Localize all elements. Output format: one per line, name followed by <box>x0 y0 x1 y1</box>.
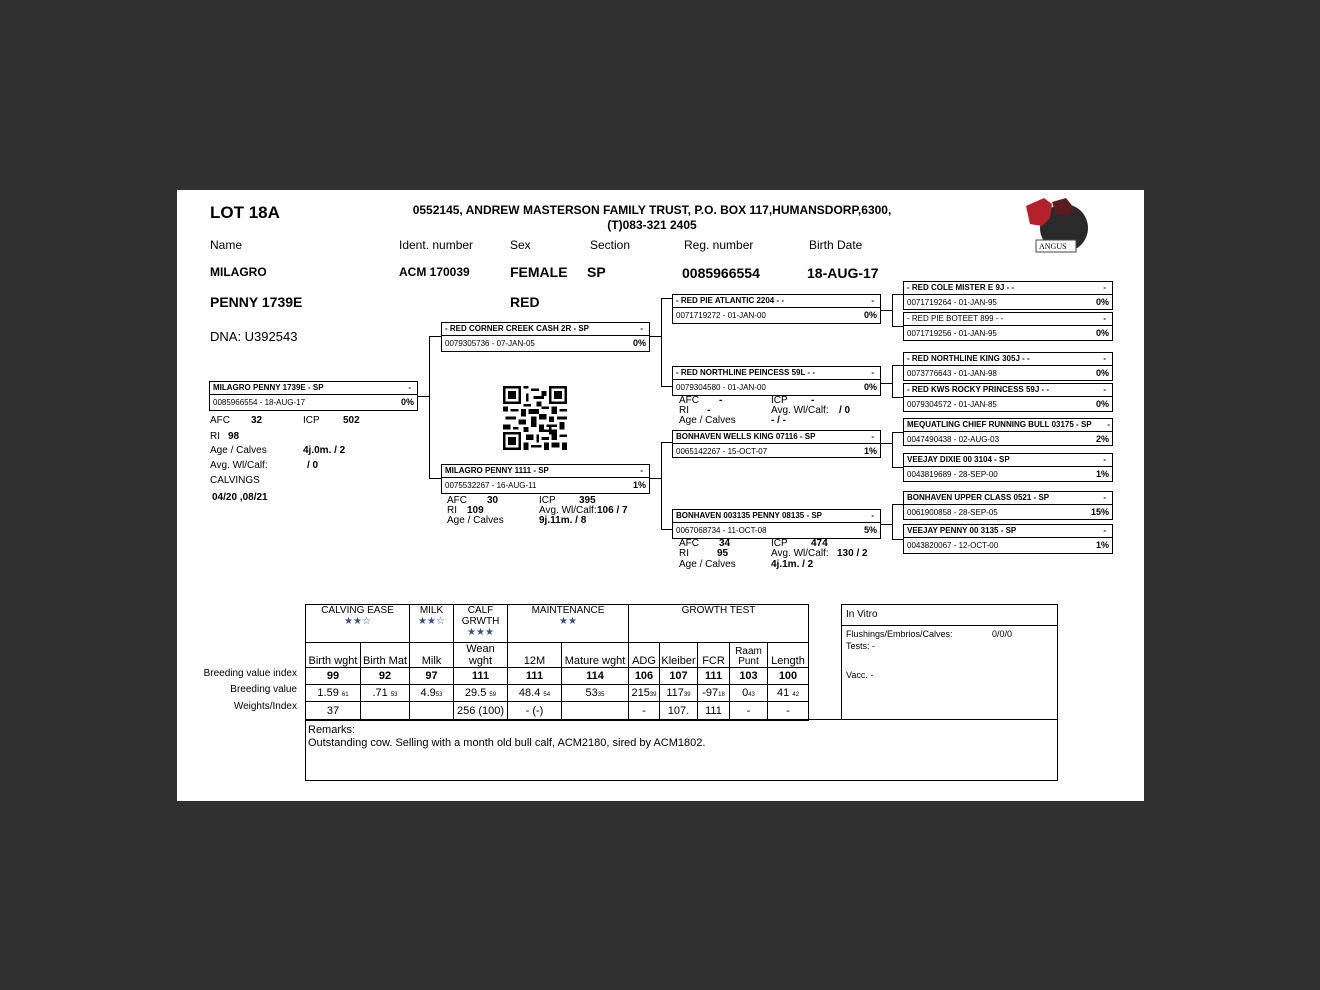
connector <box>892 365 903 366</box>
bv-accuracy: 18 <box>718 692 725 698</box>
gp-dash: - <box>871 432 874 441</box>
header-section: Section <box>590 238 631 252</box>
ggp-title: VEEJAY PENNY 00 3135 - SP <box>907 526 1017 535</box>
connector <box>429 336 430 478</box>
gp-box-3 <box>672 430 881 458</box>
row-label-weights: Weights/Index <box>233 701 297 712</box>
gp4-icp-label: ICP <box>771 538 788 549</box>
index-cell: 111 <box>508 668 562 685</box>
group-maintenance <box>508 605 629 643</box>
connector <box>892 467 903 468</box>
group-calving-ease <box>306 605 410 643</box>
index-cell: 100 <box>768 668 809 685</box>
ggp-title: BONHAVEN UPPER CLASS 0521 - SP <box>907 493 1050 502</box>
connector <box>650 336 661 337</box>
bv-accuracy: 61 <box>341 692 349 698</box>
gp4-afc: 34 <box>719 538 731 549</box>
ggp-pct: 0% <box>1095 399 1109 409</box>
gp-pct: 1% <box>863 446 877 456</box>
connector <box>892 397 903 398</box>
subject-avg-label: Avg. Wl/Calf: <box>210 460 268 471</box>
ggp-box-6 <box>903 453 1113 482</box>
ggp-dash: - <box>1103 455 1106 464</box>
gp-meta: 0067068734 - 11-OCT-08 <box>676 526 767 535</box>
subject-afc-label: AFC <box>210 415 230 426</box>
weight-cell: - <box>768 702 809 721</box>
remarks-box <box>305 719 1058 781</box>
group-label: CALVING EASE <box>321 605 394 616</box>
breeder-line-2: (T)083-321 2405 <box>607 218 697 232</box>
bv-cell <box>698 685 730 702</box>
gp4-avg-label: Avg. Wl/Calf: <box>771 548 829 559</box>
ggp-title: MEQUATLING CHIEF RUNNING BULL 03175 - SP <box>907 420 1092 429</box>
index-cell: 92 <box>361 668 410 685</box>
ggp-pct: 2% <box>1095 434 1109 444</box>
sire-box <box>441 322 650 352</box>
dam-age-label: Age / Calves <box>447 515 504 526</box>
sire-pct: 0% <box>632 338 646 348</box>
weight-cell: 256 (100) <box>454 702 508 721</box>
subject-afc: 32 <box>251 415 263 426</box>
gp-box-4 <box>672 509 881 539</box>
weight-cell: 107. <box>660 702 698 721</box>
dam-afc: 30 <box>487 495 499 506</box>
header-ident: Ident. number <box>399 238 474 252</box>
gp-meta: 0071719272 - 01-JAN-00 <box>676 311 766 320</box>
index-cell: 111 <box>454 668 508 685</box>
bv-value: 48.4 <box>518 687 541 699</box>
row-label-index: Breeding value index <box>203 668 297 679</box>
box-divider <box>442 335 649 336</box>
group-label: MILK <box>419 605 444 616</box>
gp2-afc: - <box>719 395 723 406</box>
animal-ident: ACM 170039 <box>399 265 470 279</box>
subject-ri: 98 <box>228 431 240 442</box>
connector <box>661 442 672 443</box>
col-header: Milk <box>410 643 454 668</box>
dam-ri: 109 <box>467 505 484 516</box>
bv-cell <box>306 685 361 702</box>
col-header: FCR <box>698 643 730 668</box>
weight-cell: - <box>730 702 768 721</box>
gp2-ri-label: RI <box>679 405 689 416</box>
connector <box>892 539 903 540</box>
ggp-title: - RED COLE MISTER E 9J - - <box>907 283 1015 292</box>
subject-avg-wl: / 0 <box>307 460 319 471</box>
animal-name-1: MILAGRO <box>210 265 267 279</box>
ggp-box-8 <box>903 524 1113 554</box>
gp4-age-label: Age / Calves <box>679 559 736 570</box>
weight-cell <box>562 702 629 721</box>
box-divider <box>904 431 1112 432</box>
gp2-icp: - <box>811 395 815 406</box>
gp-box-1 <box>672 294 881 324</box>
weight-cell: 111 <box>698 702 730 721</box>
tests-text: Tests: - <box>846 641 876 651</box>
bv-cell <box>768 685 809 702</box>
col-header: ADG <box>629 643 660 668</box>
connector <box>429 478 441 479</box>
index-cell: 114 <box>562 668 629 685</box>
vacc-text: Vacc. - <box>846 670 874 680</box>
dam-afc-label: AFC <box>447 495 467 506</box>
qr-code-icon <box>501 386 569 450</box>
connector <box>881 524 892 525</box>
bv-cell <box>508 685 562 702</box>
dam-title: MILAGRO PENNY 1111 - SP <box>445 466 549 475</box>
bv-accuracy: 43 <box>748 692 755 698</box>
ggp-meta: 0043819689 - 28-SEP-00 <box>907 470 998 479</box>
rating-stars: ★★☆ <box>418 616 445 627</box>
gp-title: - RED PIE ATLANTIC 2204 - - <box>676 296 785 305</box>
ggp-dash: - <box>1103 314 1106 323</box>
connector <box>429 336 441 337</box>
ggp-dash: - <box>1103 526 1106 535</box>
connector <box>892 326 903 327</box>
rating-stars: ★★★ <box>467 627 494 638</box>
ggp-box-4 <box>903 383 1113 412</box>
box-divider <box>904 504 1112 505</box>
ggp-pct: 1% <box>1095 469 1109 479</box>
bv-value: 41 <box>777 687 790 699</box>
subject-meta: 0085966554 - 18-AUG-17 <box>213 398 306 407</box>
ggp-dash: - <box>1103 385 1106 394</box>
sire-meta: 0079305736 - 07-JAN-05 <box>445 339 535 348</box>
gp4-afc-label: AFC <box>679 538 699 549</box>
col-header: Length <box>768 643 809 668</box>
gp-dash: - <box>871 368 874 377</box>
weight-cell: 37 <box>306 702 361 721</box>
divider <box>842 625 1057 626</box>
animal-sex: FEMALE <box>510 264 568 280</box>
index-cell: 103 <box>730 668 768 685</box>
connector <box>881 310 892 311</box>
subject-title: MILAGRO PENNY 1739E - SP <box>213 383 324 392</box>
connector <box>418 396 429 397</box>
ggp-pct: 0% <box>1095 328 1109 338</box>
index-cell: 97 <box>410 668 454 685</box>
rating-stars: ★★ <box>559 616 577 627</box>
subject-age-label: Age / Calves <box>210 445 267 456</box>
dam-dash: - <box>640 466 643 475</box>
animal-section: SP <box>587 264 606 280</box>
connector <box>892 294 893 326</box>
index-cell: 106 <box>629 668 660 685</box>
rating-stars: ★★☆ <box>344 616 371 627</box>
subject-icp: 502 <box>343 415 360 426</box>
in-vitro-panel <box>841 604 1058 719</box>
bv-value: 53 <box>585 687 598 699</box>
animal-color: RED <box>510 294 540 310</box>
weight-cell: - (-) <box>508 702 562 721</box>
flushings-value: 0/0/0 <box>992 629 1013 639</box>
animal-birth: 18-AUG-17 <box>807 265 879 281</box>
connector <box>892 504 893 539</box>
connector <box>661 298 662 386</box>
box-divider <box>673 379 880 380</box>
breeder-line-1: 0552145, ANDREW MASTERSON FAMILY TRUST, P.O. BOX 117,HUMANSDORP,6300, <box>412 203 892 217</box>
box-divider <box>673 443 880 444</box>
col-header: Birth wght <box>306 643 361 668</box>
bv-cell <box>361 685 410 702</box>
ggp-box-2 <box>903 312 1113 341</box>
ggp-meta: 0071719256 - 01-JAN-95 <box>907 329 997 338</box>
sire-title: - RED CORNER CREEK CASH 2R - SP <box>445 324 590 333</box>
connector <box>892 294 903 295</box>
connector <box>661 442 662 529</box>
ggp-box-3 <box>903 352 1113 381</box>
box-divider <box>904 396 1112 397</box>
box-divider <box>904 466 1112 467</box>
box-divider <box>442 477 649 478</box>
subject-dash: - <box>408 383 411 392</box>
gp4-avg-wl: 130 / 2 <box>837 548 868 559</box>
gp2-age-label: Age / Calves <box>679 415 736 426</box>
box-divider <box>904 365 1112 366</box>
ggp-pct: 1% <box>1095 540 1109 550</box>
connector <box>892 432 893 467</box>
gp2-age-calves: - / - <box>771 415 786 426</box>
col-header: Kleiber <box>660 643 698 668</box>
index-cell: 107 <box>660 668 698 685</box>
bv-accuracy: 53 <box>390 692 398 698</box>
animal-reg: 0085966554 <box>682 265 760 281</box>
gp-box-2 <box>672 366 881 396</box>
ggp-meta: 0061900858 - 28-SEP-05 <box>907 508 998 517</box>
gp2-afc-label: AFC <box>679 395 699 406</box>
bv-accuracy: 35 <box>597 692 605 698</box>
connector <box>661 298 672 299</box>
gp-title: - RED NORTHLINE PEINCESS 59L - - <box>676 368 815 377</box>
ggp-meta: 0043820067 - 12-OCT-00 <box>907 541 999 550</box>
gp-pct: 0% <box>863 382 877 392</box>
box-divider <box>904 325 1112 326</box>
bv-value: -97 <box>702 687 719 699</box>
bv-accuracy: 53 <box>435 692 443 698</box>
subject-calvings-label: CALVINGS <box>210 475 260 486</box>
ggp-title: - RED KWS ROCKY PRINCESS 59J - - <box>907 385 1050 394</box>
bv-value: 1.59 <box>317 687 339 699</box>
ggp-box-5 <box>903 418 1113 446</box>
header-name: Name <box>210 238 243 252</box>
box-divider <box>673 307 880 308</box>
dam-box <box>441 464 650 494</box>
group-milk <box>410 605 454 643</box>
gp2-ri: - <box>707 405 711 416</box>
gp2-avg-wl: / 0 <box>839 405 851 416</box>
box-divider <box>904 537 1112 538</box>
sire-dash: - <box>640 324 643 333</box>
gp-dash: - <box>871 296 874 305</box>
gp2-icp-label: ICP <box>771 395 788 406</box>
gp-title: BONHAVEN WELLS KING 07116 - SP <box>676 432 816 441</box>
subject-ri-label: RI <box>210 431 220 442</box>
gp4-ri: 95 <box>717 548 729 559</box>
group-label: GROWTH TEST <box>681 605 756 616</box>
dam-pct: 1% <box>632 480 646 490</box>
subject-box <box>209 381 418 411</box>
col-header: Mature wght <box>562 643 629 668</box>
bv-accuracy: 59 <box>489 692 497 698</box>
weight-cell <box>361 702 410 721</box>
ggp-meta: 0071719264 - 01-JAN-95 <box>907 298 997 307</box>
index-cell: 111 <box>698 668 730 685</box>
gp-dash: - <box>871 511 874 520</box>
breeding-value-table <box>305 604 809 721</box>
subject-icp-label: ICP <box>303 415 320 426</box>
ggp-title: - RED PIE BOTEET 899 - - <box>907 314 1004 323</box>
ggp-dash: - <box>1107 420 1110 429</box>
subject-age-calves: 4j.0m. / 2 <box>303 445 346 456</box>
gp4-age-calves: 4j.1m. / 2 <box>771 559 814 570</box>
weight-cell <box>410 702 454 721</box>
ggp-dash: - <box>1103 354 1106 363</box>
gp-pct: 0% <box>863 310 877 320</box>
connector <box>661 529 672 530</box>
ggp-title: - RED NORTHLINE KING 305J - - <box>907 354 1030 363</box>
gp-pct: 5% <box>863 525 877 535</box>
ggp-meta: 0047490438 - 02-AUG-03 <box>907 435 1000 444</box>
dam-age-calves: 9j.11m. / 8 <box>539 515 587 526</box>
header-reg: Reg. number <box>684 238 754 252</box>
gp4-ri-label: RI <box>679 548 689 559</box>
header-birth: Birth Date <box>809 238 863 252</box>
dam-ri-label: RI <box>447 505 457 516</box>
bv-value: 0 <box>742 687 749 699</box>
gp4-icp: 474 <box>811 538 828 549</box>
group-calf-growth <box>454 605 508 643</box>
bv-accuracy: 42 <box>792 692 799 698</box>
col-header: Raam Punt <box>730 643 768 668</box>
animal-name-2: PENNY 1739E <box>210 294 303 310</box>
bv-accuracy: 39 <box>683 692 691 698</box>
connector <box>881 383 892 384</box>
ggp-pct: 0% <box>1095 297 1109 307</box>
box-divider <box>673 522 880 523</box>
gp2-avg-label: Avg. Wl/Calf: <box>771 405 829 416</box>
connector <box>650 478 661 479</box>
bv-cell <box>629 685 660 702</box>
animal-dna: DNA: U392543 <box>210 329 298 344</box>
remarks-text: Outstanding cow. Selling with a month old bull calf, ACM2180, sired by ACM1802. <box>308 737 706 749</box>
box-divider <box>904 294 1112 295</box>
bv-cell <box>730 685 768 702</box>
ggp-pct: 15% <box>1090 507 1109 517</box>
bv-cell <box>562 685 629 702</box>
col-header: 12M <box>508 643 562 668</box>
ggp-box-1 <box>903 281 1113 310</box>
connector <box>661 386 672 387</box>
group-label: MAINTENANCE <box>531 605 605 616</box>
pedigree-page <box>177 190 1144 801</box>
connector <box>892 365 893 397</box>
group-label: CALF GRWTH <box>461 605 500 627</box>
ggp-meta: 0073776643 - 01-JAN-98 <box>907 369 997 378</box>
connector <box>892 432 903 433</box>
row-label-bv: Breeding value <box>230 684 297 695</box>
box-divider <box>210 394 417 395</box>
remarks-label: Remarks: <box>308 724 356 736</box>
ggp-meta: 0079304572 - 01-JAN-85 <box>907 400 997 409</box>
gp-title: BONHAVEN 003135 PENNY 08135 - SP <box>676 511 822 520</box>
logo-text: ANGUS <box>1039 242 1067 251</box>
col-header: Birth Mat <box>361 643 410 668</box>
flushings-label: Flushings/Embrios/Calves: <box>846 629 953 639</box>
bv-value: .71 <box>372 687 388 699</box>
ggp-title: VEEJAY DIXIE 00 3104 - SP <box>907 455 1010 464</box>
bv-value: 4.9 <box>420 687 436 699</box>
group-growth-test <box>629 605 809 643</box>
col-header: Wean wght <box>454 643 508 668</box>
bv-cell <box>660 685 698 702</box>
ggp-dash: - <box>1103 493 1106 502</box>
lot-number: LOT 18A <box>210 203 280 222</box>
gp-meta: 0065142267 - 15-OCT-07 <box>676 447 768 456</box>
bv-accuracy: 54 <box>543 692 551 698</box>
ggp-box-7 <box>903 491 1113 520</box>
angus-logo <box>1022 194 1092 256</box>
dam-avg-label: Avg. Wl/Calf: <box>539 505 597 516</box>
dam-avg-wl: 106 / 7 <box>597 505 628 516</box>
bv-value: 29.5 <box>464 687 487 699</box>
dam-icp-label: ICP <box>539 495 556 506</box>
bv-cell <box>410 685 454 702</box>
bv-accuracy: 39 <box>649 692 657 698</box>
gp-meta: 0079304580 - 01-JAN-00 <box>676 383 766 392</box>
subject-calvings: 04/20 ,08/21 <box>212 492 268 503</box>
index-cell: 99 <box>306 668 361 685</box>
bv-value: 117 <box>666 687 684 699</box>
ggp-pct: 0% <box>1095 368 1109 378</box>
connector <box>881 443 892 444</box>
weight-cell: - <box>629 702 660 721</box>
header-sex: Sex <box>510 238 531 252</box>
subject-pct: 0% <box>400 397 414 407</box>
connector <box>892 504 903 505</box>
dam-meta: 0075532267 - 16-AUG-11 <box>445 481 537 490</box>
bv-value: 215 <box>631 687 650 699</box>
ggp-dash: - <box>1103 283 1106 292</box>
dam-icp: 395 <box>579 495 596 506</box>
bv-cell <box>454 685 508 702</box>
in-vitro-title: In Vitro <box>846 609 878 620</box>
